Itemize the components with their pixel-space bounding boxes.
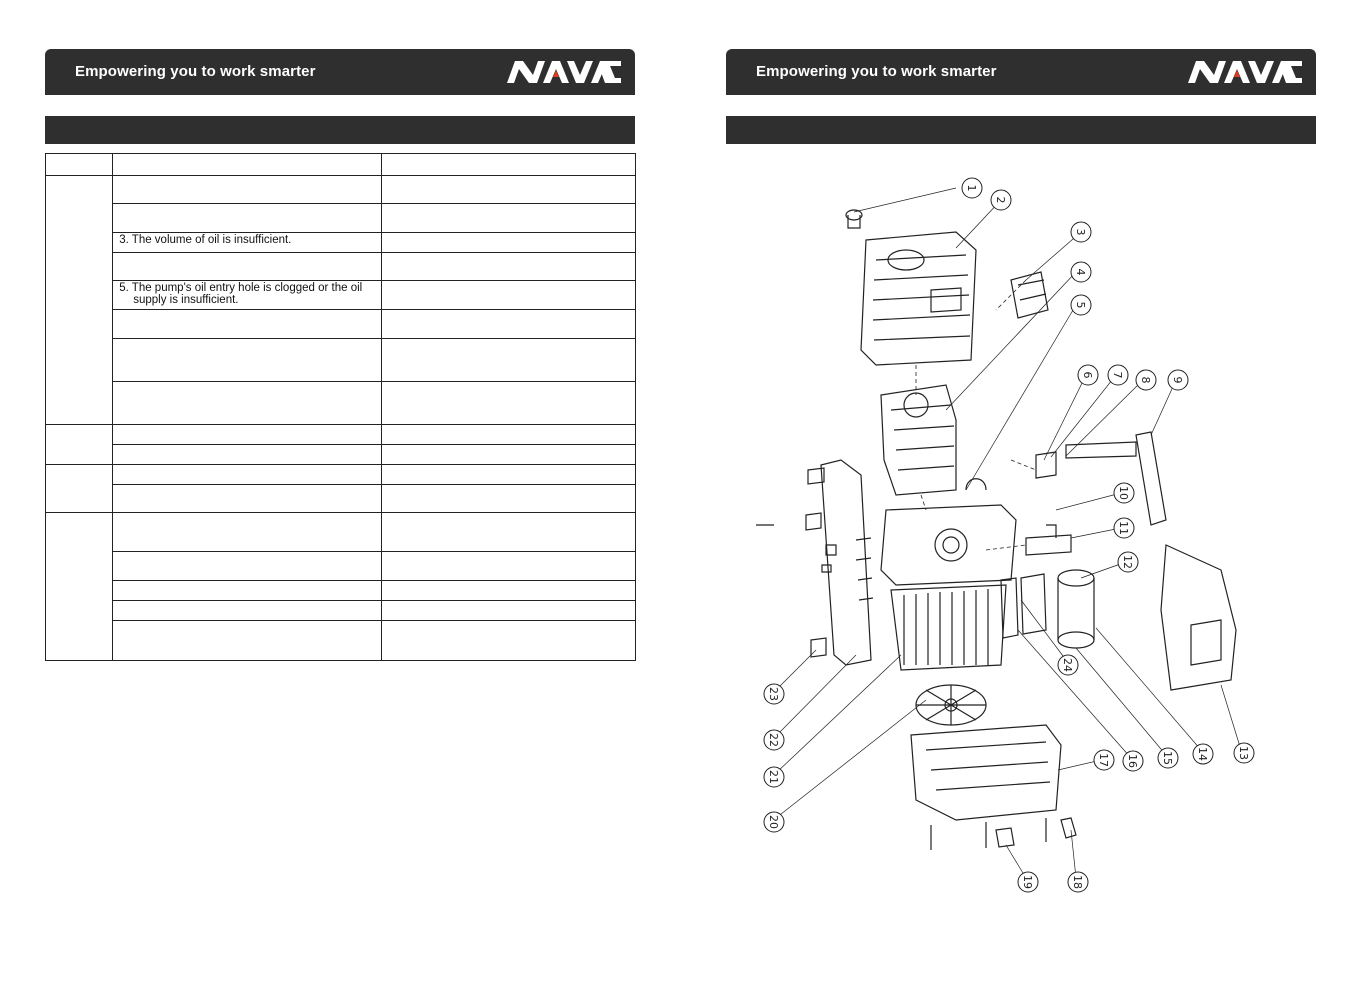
solution-cell [382,339,636,382]
callout-number: 8 [1139,376,1152,384]
section-title-bar [726,116,1316,144]
callout-number: 6 [1081,371,1094,379]
side-shield-drawing [1161,545,1236,690]
callout-number: 7 [1111,371,1124,379]
solution-cell [382,445,636,465]
top-cover-drawing [861,232,976,365]
callout-number: 24 [1061,658,1074,672]
header-bar [726,49,1316,95]
solution-cell [382,513,636,552]
left-small-parts-drawing [756,468,836,657]
cause-cell [113,601,382,621]
callout-number: 16 [1126,754,1139,768]
table-row [46,176,636,204]
cause-cell [113,552,382,581]
table-row [46,621,636,661]
navac-logo-icon [1188,61,1302,83]
table-row [46,204,636,233]
category-cell [46,425,113,465]
callout-number: 1 [965,184,978,192]
callout-number: 18 [1071,875,1084,889]
table-row [46,382,636,425]
cause-cell [113,621,382,661]
fan-drawing [916,685,986,725]
callout-number: 2 [994,196,1007,204]
callout-number: 13 [1237,746,1250,760]
callout-number: 22 [767,733,780,747]
solution-cell [382,425,636,445]
fitting-drawing [1061,818,1076,838]
header-tagline: Empowering you to work smarter [756,63,997,80]
table-row [46,485,636,513]
cause-cell [113,176,382,204]
header-tagline: Empowering you to work smarter [75,63,316,80]
solution-cell [382,176,636,204]
callout-number: 20 [767,815,780,829]
motor-housing-drawing [881,479,1016,670]
navac-logo-icon [507,61,621,83]
callout-number: 14 [1196,747,1209,761]
callout-number: 23 [767,687,780,701]
cause-cell [113,581,382,601]
coupling-drawing [1011,272,1048,318]
solution-cell [382,552,636,581]
category-cell [46,465,113,513]
category-cell [46,176,113,425]
switch-drawing [996,828,1014,847]
cause-cell [113,339,382,382]
cause-cell [113,485,382,513]
callout-number: 4 [1074,268,1087,276]
callout-number: 12 [1121,555,1134,569]
solution-cell [382,253,636,281]
cause-cell [113,204,382,233]
table-row [46,339,636,382]
solution-cell [382,485,636,513]
table-row [46,445,636,465]
bottom-cover-drawing [911,725,1061,850]
capacitor-drawing [1021,570,1094,648]
callout-number: 21 [767,770,780,784]
table-row [46,601,636,621]
callout-number: 3 [1074,228,1087,236]
cause-cell [113,513,382,552]
table-row [46,281,636,310]
solution-cell [382,281,636,310]
table-row [46,465,636,485]
cause-cell [113,310,382,339]
table-row [46,310,636,339]
cause-cell [113,253,382,281]
header-bar [45,49,635,95]
table-row [46,233,636,253]
solution-cell [382,233,636,253]
cause-cell [113,465,382,485]
solution-cell [382,621,636,661]
solution-cell [382,204,636,233]
callout-number: 9 [1171,376,1184,384]
table-row [46,581,636,601]
cause-cell [113,425,382,445]
category-cell [46,154,113,176]
troubleshooting-table [45,153,636,661]
table-row [46,552,636,581]
solution-cell [382,382,636,425]
cause-cell [113,154,382,176]
solution-cell [382,154,636,176]
section-title-bar [45,116,635,144]
table-row [46,154,636,176]
cause-cell: 5. The pump's oil entry hole is clogged or the oil supply is insufficient. [113,281,382,310]
callout-number: 17 [1097,753,1110,767]
callout-number: 11 [1117,521,1130,535]
side-plate-drawing [821,460,873,665]
callout-number: 19 [1021,875,1034,889]
solution-cell [382,310,636,339]
valve-drawing [1026,525,1071,555]
cause-cell [113,445,382,465]
solution-cell [382,465,636,485]
oil-cap-drawing [846,210,862,228]
table-row [46,425,636,445]
callout-number: 15 [1161,751,1174,765]
cause-cell: 3. The volume of oil is insufficient. [113,233,382,253]
table-row [46,513,636,552]
callout-number: 10 [1117,486,1130,500]
callout-number: 5 [1074,301,1087,309]
category-cell [46,513,113,661]
pump-module-drawing [881,385,956,495]
table-row [46,253,636,281]
cause-cell [113,382,382,425]
solution-cell [382,601,636,621]
handle-drawing [1036,432,1166,525]
exploded-parts-diagram [726,160,1316,920]
right-page [681,0,1362,993]
solution-cell [382,581,636,601]
